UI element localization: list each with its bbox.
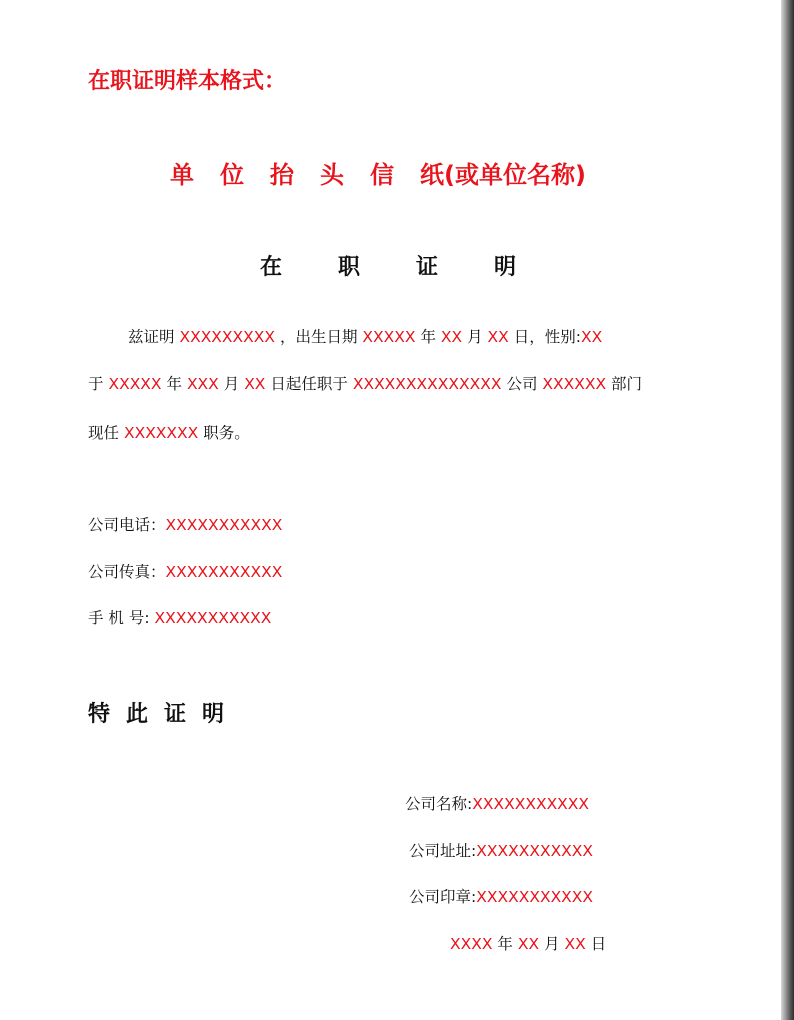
date-text: 年 xyxy=(497,935,513,953)
contact-mobile xyxy=(88,606,271,628)
signature-value: XXXXXXXXXXX xyxy=(476,888,594,906)
signature-company-address xyxy=(409,839,593,861)
contact-value: XXXXXXXXXXX xyxy=(165,563,283,581)
placeholder-value: XXXXXX xyxy=(542,375,607,393)
contact-label: 手 机 号: xyxy=(88,609,150,627)
letterhead-char: 头 xyxy=(320,161,344,189)
document-title xyxy=(260,250,516,281)
signature-company-name xyxy=(405,792,589,814)
sample-format-heading: 在职证明样本格式： xyxy=(88,69,287,94)
body-text: 于 xyxy=(88,375,104,393)
body-text: 年 xyxy=(166,375,182,393)
placeholder-value: XXXXXXXXXXXXXX xyxy=(352,375,502,393)
placeholder-value: XXXXXXXXX xyxy=(179,328,276,346)
contact-fax xyxy=(88,560,282,582)
signature-value: XXXXXXXXXXX xyxy=(476,842,594,860)
body-text: 月 xyxy=(223,375,240,393)
placeholder-value: XX xyxy=(487,328,509,346)
signature-value: XXXXXXXXXXX xyxy=(472,795,590,813)
date-month: XX xyxy=(517,935,540,953)
body-line-3 xyxy=(88,421,250,443)
contact-value: XXXXXXXXXXX xyxy=(154,609,272,627)
letterhead-char: 抬 xyxy=(270,161,294,189)
title-char: 在 xyxy=(260,255,283,280)
body-text: 职务。 xyxy=(203,424,250,442)
letterhead-char: 单 xyxy=(170,161,194,189)
contact-value: XXXXXXXXXXX xyxy=(165,516,283,534)
body-line-1 xyxy=(128,325,602,347)
body-text: 日起任职于 xyxy=(270,375,348,393)
placeholder-value: XX xyxy=(440,328,463,346)
body-text: 日，性别: xyxy=(513,328,581,346)
placeholder-value: XXXXXXX xyxy=(123,424,199,442)
contact-phone xyxy=(88,513,282,535)
placeholder-value: XXXXX xyxy=(362,328,416,346)
body-text: 月 xyxy=(467,328,483,346)
signature-label: 公司印章: xyxy=(409,888,477,906)
contact-label: 公司传真： xyxy=(88,563,166,581)
date-year: XXXX xyxy=(450,935,493,953)
placeholder-value: XXXXX xyxy=(108,375,162,393)
title-char: 职 xyxy=(338,255,361,280)
placeholder-value: XX xyxy=(244,375,266,393)
signature-label: 公司名称: xyxy=(405,795,473,813)
date-text: 日 xyxy=(590,935,607,953)
body-text: 公司 xyxy=(506,375,538,393)
letterhead-title xyxy=(170,155,586,190)
placeholder-value: XX xyxy=(580,328,603,346)
letterhead-char: 位 xyxy=(220,161,244,189)
body-text: 现任 xyxy=(88,424,120,442)
signature-company-seal xyxy=(409,885,593,907)
contact-label: 公司电话： xyxy=(88,516,166,534)
date-text: 月 xyxy=(544,935,560,953)
certify-statement: 特此证明 xyxy=(88,702,241,727)
body-text: 兹证明 xyxy=(128,328,175,346)
body-text: ，出生日期 xyxy=(279,328,358,346)
page-edge-shadow xyxy=(781,0,794,1020)
body-line-2 xyxy=(88,372,642,394)
signature-label: 公司址址: xyxy=(409,842,477,860)
placeholder-value: XXX xyxy=(186,375,219,393)
title-char: 明 xyxy=(494,255,517,280)
title-char: 证 xyxy=(416,255,439,280)
letterhead-char: 纸(或单位名称) xyxy=(420,161,586,189)
signature-date xyxy=(450,932,606,954)
body-text: 部门 xyxy=(611,375,643,393)
body-text: 年 xyxy=(420,328,436,346)
date-day: XX xyxy=(564,935,586,953)
letterhead-char: 信 xyxy=(370,161,394,189)
